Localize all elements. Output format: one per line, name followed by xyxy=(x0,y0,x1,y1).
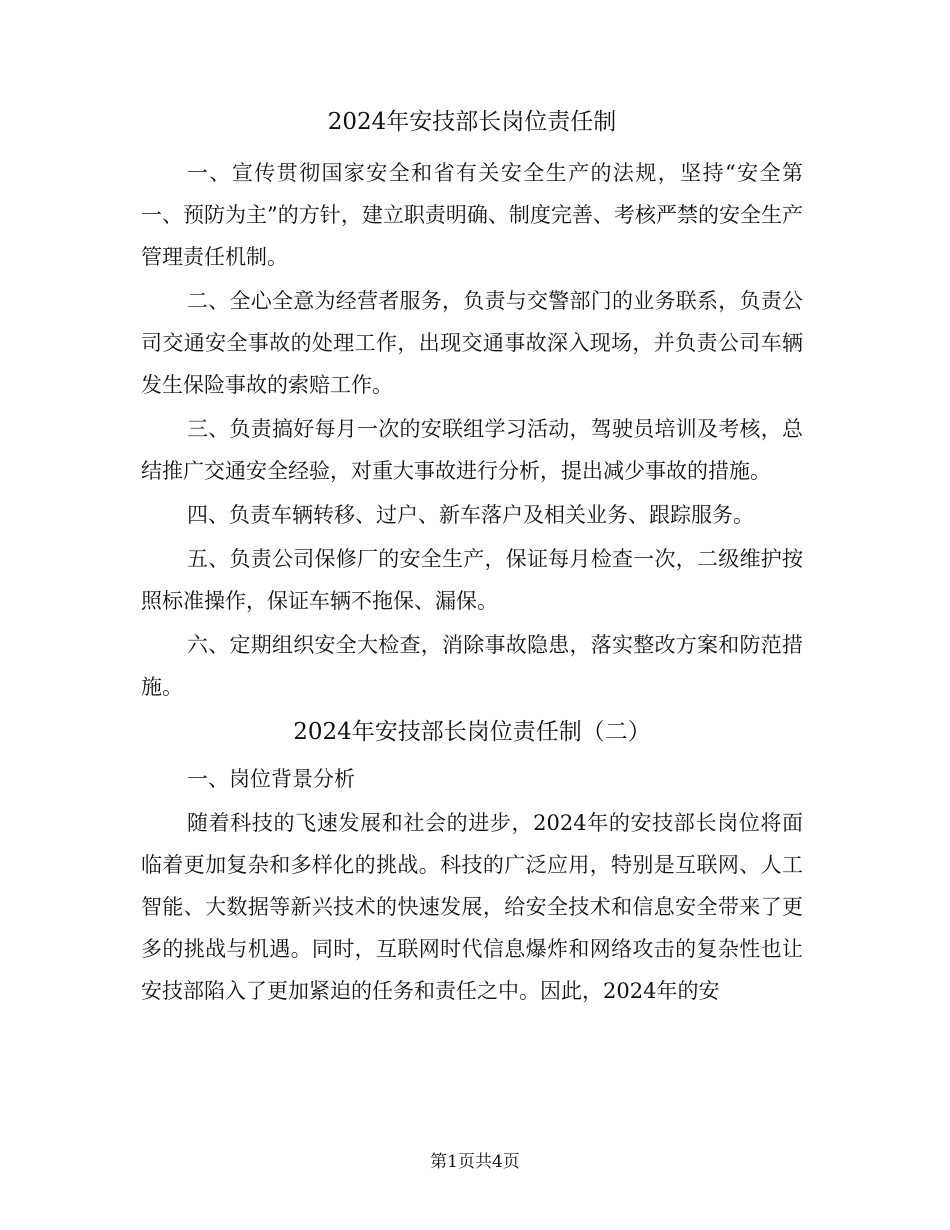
paragraph-2: 二、全心全意为经营者服务，负责与交警部门的业务联系，负责公司交通安全事故的处理工作，出现交通事故深入现场，并负责公司车辆发生保险事故的索赔工作。 xyxy=(141,289,803,397)
paragraph-4: 四、负责车辆转移、过户、新车落户及相关业务、跟踪服务。 xyxy=(187,503,754,527)
paragraph-6: 六、定期组织安全大检查，消除事故隐患，落实整改方案和防范措施。 xyxy=(141,633,803,699)
section-heading: 一、岗位背景分析 xyxy=(187,767,355,791)
document-body xyxy=(141,100,803,1014)
document-title-2: 2024年安技部长岗位责任制（二） xyxy=(293,719,651,745)
section-paragraph: 随着科技的飞速发展和社会的进步，2024年的安技部长岗位将面临着更加复杂和多样化的挑战。科技的广泛应用，特别是互联网、人工智能、大数据等新兴技术的快速发展，给安全技术和信息安全带来了更多的挑战与机遇。同时，互联网时代信息爆炸和网络攻击的复杂性也让安技部陷入了更加紧迫的任务和责任之中。因此，2024年的安 xyxy=(141,811,803,1003)
paragraph-5: 五、负责公司保修厂的安全生产，保证每月检查一次，二级维护按照标准操作，保证车辆不拖保、漏保。 xyxy=(141,547,803,613)
document-title: 2024年安技部长岗位责任制 xyxy=(327,109,617,135)
paragraph-1: 一、宣传贯彻国家安全和省有关安全生产的法规，坚持“安全第一、预防为主”的方针，建立职责明确、制度完善、考核严禁的安全生产管理责任机制。 xyxy=(141,161,803,269)
page-number: 第1页共4页 xyxy=(430,1152,520,1172)
paragraph-3: 三、负责搞好每月一次的安联组学习活动，驾驶员培训及考核，总结推广交通安全经验，对重大事故进行分析，提出减少事故的措施。 xyxy=(141,417,803,483)
